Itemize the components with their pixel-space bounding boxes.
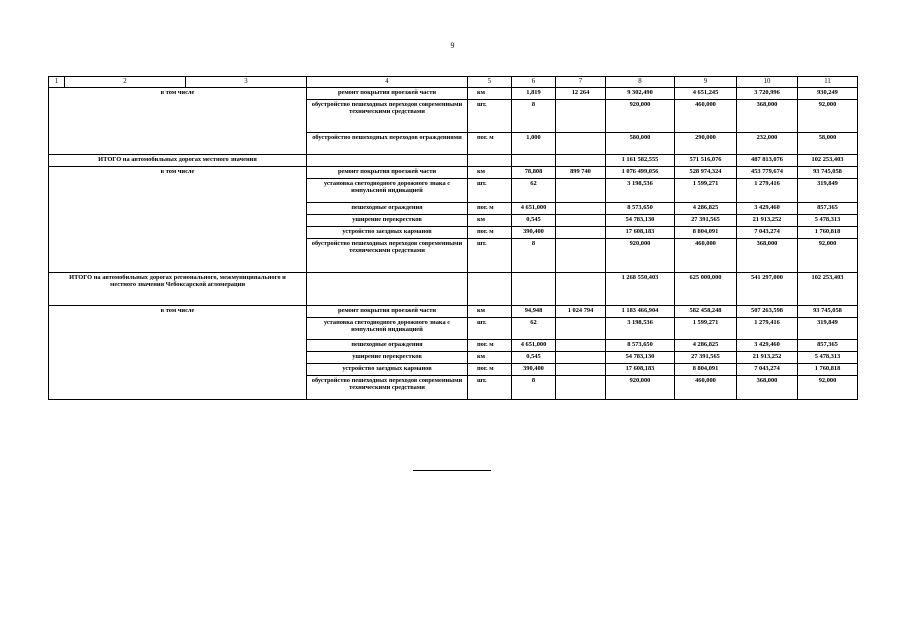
- regional-budget: 21 913,252: [737, 352, 798, 364]
- item-name: ремонт покрытия проезжей части: [307, 167, 468, 179]
- item-name: устройство заездных карманов: [307, 364, 468, 376]
- item-name: [307, 155, 468, 167]
- unit: км: [468, 352, 512, 364]
- total-cost: 1 268 550,403: [606, 273, 675, 306]
- local-budget: 5 478,313: [798, 215, 858, 227]
- area: 899 740: [556, 167, 606, 179]
- quantity: 8: [512, 239, 556, 273]
- regional-budget: 3 429,460: [737, 340, 798, 352]
- quantity: [512, 273, 556, 306]
- federal-budget: 27 391,565: [675, 215, 737, 227]
- regional-budget: 368,000: [737, 376, 798, 400]
- area: [556, 215, 606, 227]
- total-cost: 3 198,536: [606, 179, 675, 203]
- item-name: уширение перекрестков: [307, 215, 468, 227]
- local-budget: 93 745,058: [798, 306, 858, 318]
- group-label: в том числе: [49, 306, 307, 400]
- column-number: 10: [737, 77, 798, 88]
- group-label: в том числе: [49, 88, 307, 155]
- regional-budget: 487 813,076: [737, 155, 798, 167]
- local-budget: 1 760,818: [798, 364, 858, 376]
- local-budget: 102 253,403: [798, 155, 858, 167]
- federal-budget: 571 516,076: [675, 155, 737, 167]
- total-cost: 1 076 499,056: [606, 167, 675, 179]
- total-cost: 1 161 582,555: [606, 155, 675, 167]
- area: [556, 352, 606, 364]
- local-budget: 92,000: [798, 239, 858, 273]
- unit: [468, 273, 512, 306]
- item-name: установка светодиодного дорожного знака с импульсной индикацией: [307, 179, 468, 203]
- unit: км: [468, 215, 512, 227]
- federal-budget: 4 286,825: [675, 340, 737, 352]
- quantity: 78,808: [512, 167, 556, 179]
- column-number: 3: [186, 77, 307, 88]
- table-row: [49, 306, 858, 318]
- regional-budget: 1 279,416: [737, 179, 798, 203]
- column-number: 7: [556, 77, 606, 88]
- unit: пог. м: [468, 364, 512, 376]
- local-budget: 58,000: [798, 133, 858, 155]
- area: [556, 179, 606, 203]
- group-label: ИТОГО на автомобильных дорогах местного значения: [49, 155, 307, 167]
- quantity: [512, 155, 556, 167]
- local-budget: 93 745,058: [798, 167, 858, 179]
- item-name: пешеходные ограждения: [307, 203, 468, 215]
- federal-budget: 4 651,245: [675, 88, 737, 100]
- column-number: 6: [512, 77, 556, 88]
- column-number: 9: [675, 77, 737, 88]
- federal-budget: 582 458,248: [675, 306, 737, 318]
- federal-budget: 460,000: [675, 239, 737, 273]
- unit: шт.: [468, 239, 512, 273]
- item-name: обустройство пешеходных переходов ограждениями: [307, 133, 468, 155]
- column-number: 4: [307, 77, 468, 88]
- unit: км: [468, 306, 512, 318]
- item-name: обустройство пешеходных переходов современными техническими средствами: [307, 376, 468, 400]
- item-name: [307, 273, 468, 306]
- area: [556, 239, 606, 273]
- quantity: 1,000: [512, 133, 556, 155]
- quantity: 62: [512, 179, 556, 203]
- federal-budget: 27 391,565: [675, 352, 737, 364]
- quantity: 0,545: [512, 352, 556, 364]
- local-budget: 5 478,313: [798, 352, 858, 364]
- local-budget: 319,849: [798, 318, 858, 340]
- area: [556, 155, 606, 167]
- unit: пог. м: [468, 227, 512, 239]
- unit: пог. м: [468, 340, 512, 352]
- local-budget: 319,849: [798, 179, 858, 203]
- regional-budget: 3 720,996: [737, 88, 798, 100]
- table-row: [49, 88, 858, 100]
- quantity: 8: [512, 376, 556, 400]
- local-budget: 92,000: [798, 376, 858, 400]
- item-name: обустройство пешеходных переходов современными техническими средствами: [307, 100, 468, 133]
- local-budget: 1 760,818: [798, 227, 858, 239]
- federal-budget: 4 286,825: [675, 203, 737, 215]
- local-budget: 857,365: [798, 203, 858, 215]
- area: [556, 133, 606, 155]
- regional-budget: 368,000: [737, 100, 798, 133]
- total-cost: 920,000: [606, 239, 675, 273]
- total-cost: 580,000: [606, 133, 675, 155]
- column-number: 2: [65, 77, 186, 88]
- federal-budget: 460,000: [675, 100, 737, 133]
- unit: пог. м: [468, 133, 512, 155]
- unit: км: [468, 167, 512, 179]
- regional-budget: 21 913,252: [737, 215, 798, 227]
- item-name: устройство заездных карманов: [307, 227, 468, 239]
- total-cost: 54 783,130: [606, 215, 675, 227]
- federal-budget: 1 599,271: [675, 179, 737, 203]
- local-budget: 92,000: [798, 100, 858, 133]
- federal-budget: 460,000: [675, 376, 737, 400]
- federal-budget: 528 974,324: [675, 167, 737, 179]
- area: [556, 376, 606, 400]
- area: 12 264: [556, 88, 606, 100]
- unit: [468, 155, 512, 167]
- total-cost: 1 183 466,904: [606, 306, 675, 318]
- item-name: обустройство пешеходных переходов современными техническими средствами: [307, 239, 468, 273]
- quantity: 8: [512, 100, 556, 133]
- quantity: 94,948: [512, 306, 556, 318]
- regional-budget: 453 779,674: [737, 167, 798, 179]
- column-number-row: [49, 77, 858, 88]
- regional-budget: 7 043,274: [737, 227, 798, 239]
- total-cost: 9 302,490: [606, 88, 675, 100]
- column-number: 11: [798, 77, 858, 88]
- unit: шт.: [468, 318, 512, 340]
- group-label: в том числе: [49, 167, 307, 273]
- item-name: пешеходные ограждения: [307, 340, 468, 352]
- column-number: 8: [606, 77, 675, 88]
- unit: км: [468, 88, 512, 100]
- local-budget: 930,249: [798, 88, 858, 100]
- total-cost: 920,000: [606, 376, 675, 400]
- area: [556, 340, 606, 352]
- federal-budget: 290,000: [675, 133, 737, 155]
- quantity: 4 651,000: [512, 203, 556, 215]
- area: 1 024 794: [556, 306, 606, 318]
- quantity: 390,400: [512, 364, 556, 376]
- total-cost: 8 573,650: [606, 203, 675, 215]
- data-table: [48, 76, 858, 400]
- total-cost: 920,000: [606, 100, 675, 133]
- table-row: [49, 273, 858, 306]
- item-name: установка светодиодного дорожного знака с импульсной индикацией: [307, 318, 468, 340]
- quantity: 0,545: [512, 215, 556, 227]
- federal-budget: 8 804,091: [675, 227, 737, 239]
- regional-budget: 232,000: [737, 133, 798, 155]
- quantity: 390,400: [512, 227, 556, 239]
- unit: шт.: [468, 100, 512, 133]
- area: [556, 227, 606, 239]
- area: [556, 273, 606, 306]
- column-number: 5: [468, 77, 512, 88]
- group-label: ИТОГО на автомобильных дорогах регионального, межмуниципального и местного значения Чебоксарской агломерации: [49, 273, 307, 306]
- unit: шт.: [468, 376, 512, 400]
- total-cost: 3 198,536: [606, 318, 675, 340]
- total-cost: 8 573,650: [606, 340, 675, 352]
- regional-budget: 3 429,460: [737, 203, 798, 215]
- federal-budget: 8 804,091: [675, 364, 737, 376]
- regional-budget: 7 043,274: [737, 364, 798, 376]
- unit: пог. м: [468, 203, 512, 215]
- item-name: уширение перекрестков: [307, 352, 468, 364]
- quantity: 62: [512, 318, 556, 340]
- quantity: 1,819: [512, 88, 556, 100]
- local-budget: 857,365: [798, 340, 858, 352]
- unit: шт.: [468, 179, 512, 203]
- item-name: ремонт покрытия проезжей части: [307, 88, 468, 100]
- regional-budget: 368,000: [737, 239, 798, 273]
- total-cost: 17 608,183: [606, 364, 675, 376]
- area: [556, 203, 606, 215]
- table-row: [49, 155, 858, 167]
- regional-budget: 1 279,416: [737, 318, 798, 340]
- regional-budget: 507 263,598: [737, 306, 798, 318]
- total-cost: 17 608,183: [606, 227, 675, 239]
- item-name: ремонт покрытия проезжей части: [307, 306, 468, 318]
- area: [556, 364, 606, 376]
- federal-budget: 625 000,000: [675, 273, 737, 306]
- column-number: 1: [49, 77, 65, 88]
- area: [556, 100, 606, 133]
- local-budget: 102 253,403: [798, 273, 858, 306]
- regional-budget: 541 297,000: [737, 273, 798, 306]
- page-number: 9: [450, 41, 455, 50]
- table-row: [49, 167, 858, 179]
- quantity: 4 651,000: [512, 340, 556, 352]
- federal-budget: 1 599,271: [675, 318, 737, 340]
- footer-divider: [413, 470, 491, 471]
- total-cost: 54 783,130: [606, 352, 675, 364]
- area: [556, 318, 606, 340]
